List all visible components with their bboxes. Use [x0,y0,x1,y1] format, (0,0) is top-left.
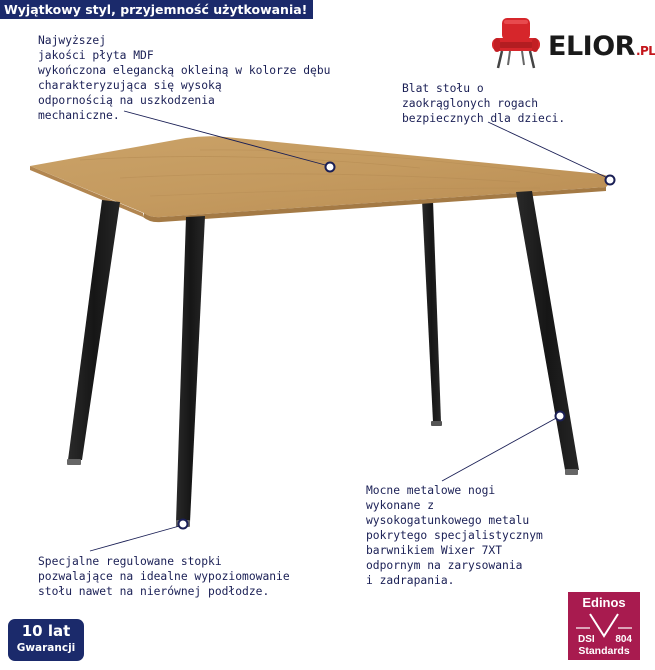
red-chair-icon [488,14,544,70]
headline-banner: Wyjątkowy styl, przyjemność użytkowania! [0,0,313,19]
callout-metal-legs: Mocne metalowe nogi wykonane z wysokogatunkowego metalu pokrytego specjalistycznym barwnikiem Wixer 7XT odpornym na zarysowania i zadrapania. [366,484,543,587]
certificate-right-code: 804 [615,634,632,645]
warranty-badge [8,619,84,661]
front-legs [67,191,579,527]
brand-tld: .PL [635,44,655,58]
callout-rounded-corners: Blat stołu o zaokrąglonych rogach bezpiecznych dla dzieci. [402,82,566,125]
brand-logo [488,14,655,72]
certificate-left-code: DSI [578,634,595,645]
brand-name-text: ELIOR [548,31,635,62]
brand-name [548,31,655,62]
certificate-name: Edinos [582,595,626,610]
back-legs [422,200,442,426]
certificate-label: Standards [578,645,630,657]
callout-adjustable-feet: Specjalne regulowane stopki pozwalające na idealne wypoziomowanie stołu nawet na nierównej podłodze. [38,555,290,598]
edinos-certificate-badge [568,592,640,660]
warranty-years: 10 lat [21,622,71,640]
warranty-label: Gwarancji [16,642,76,654]
callout-mdf-top: Najwyższej jakości płyta MDF wykończona elegancką okleiną w kolorze dębu charakteryzująca się wysoką odpornością na uszkodzenia mechaniczne. [38,34,331,122]
